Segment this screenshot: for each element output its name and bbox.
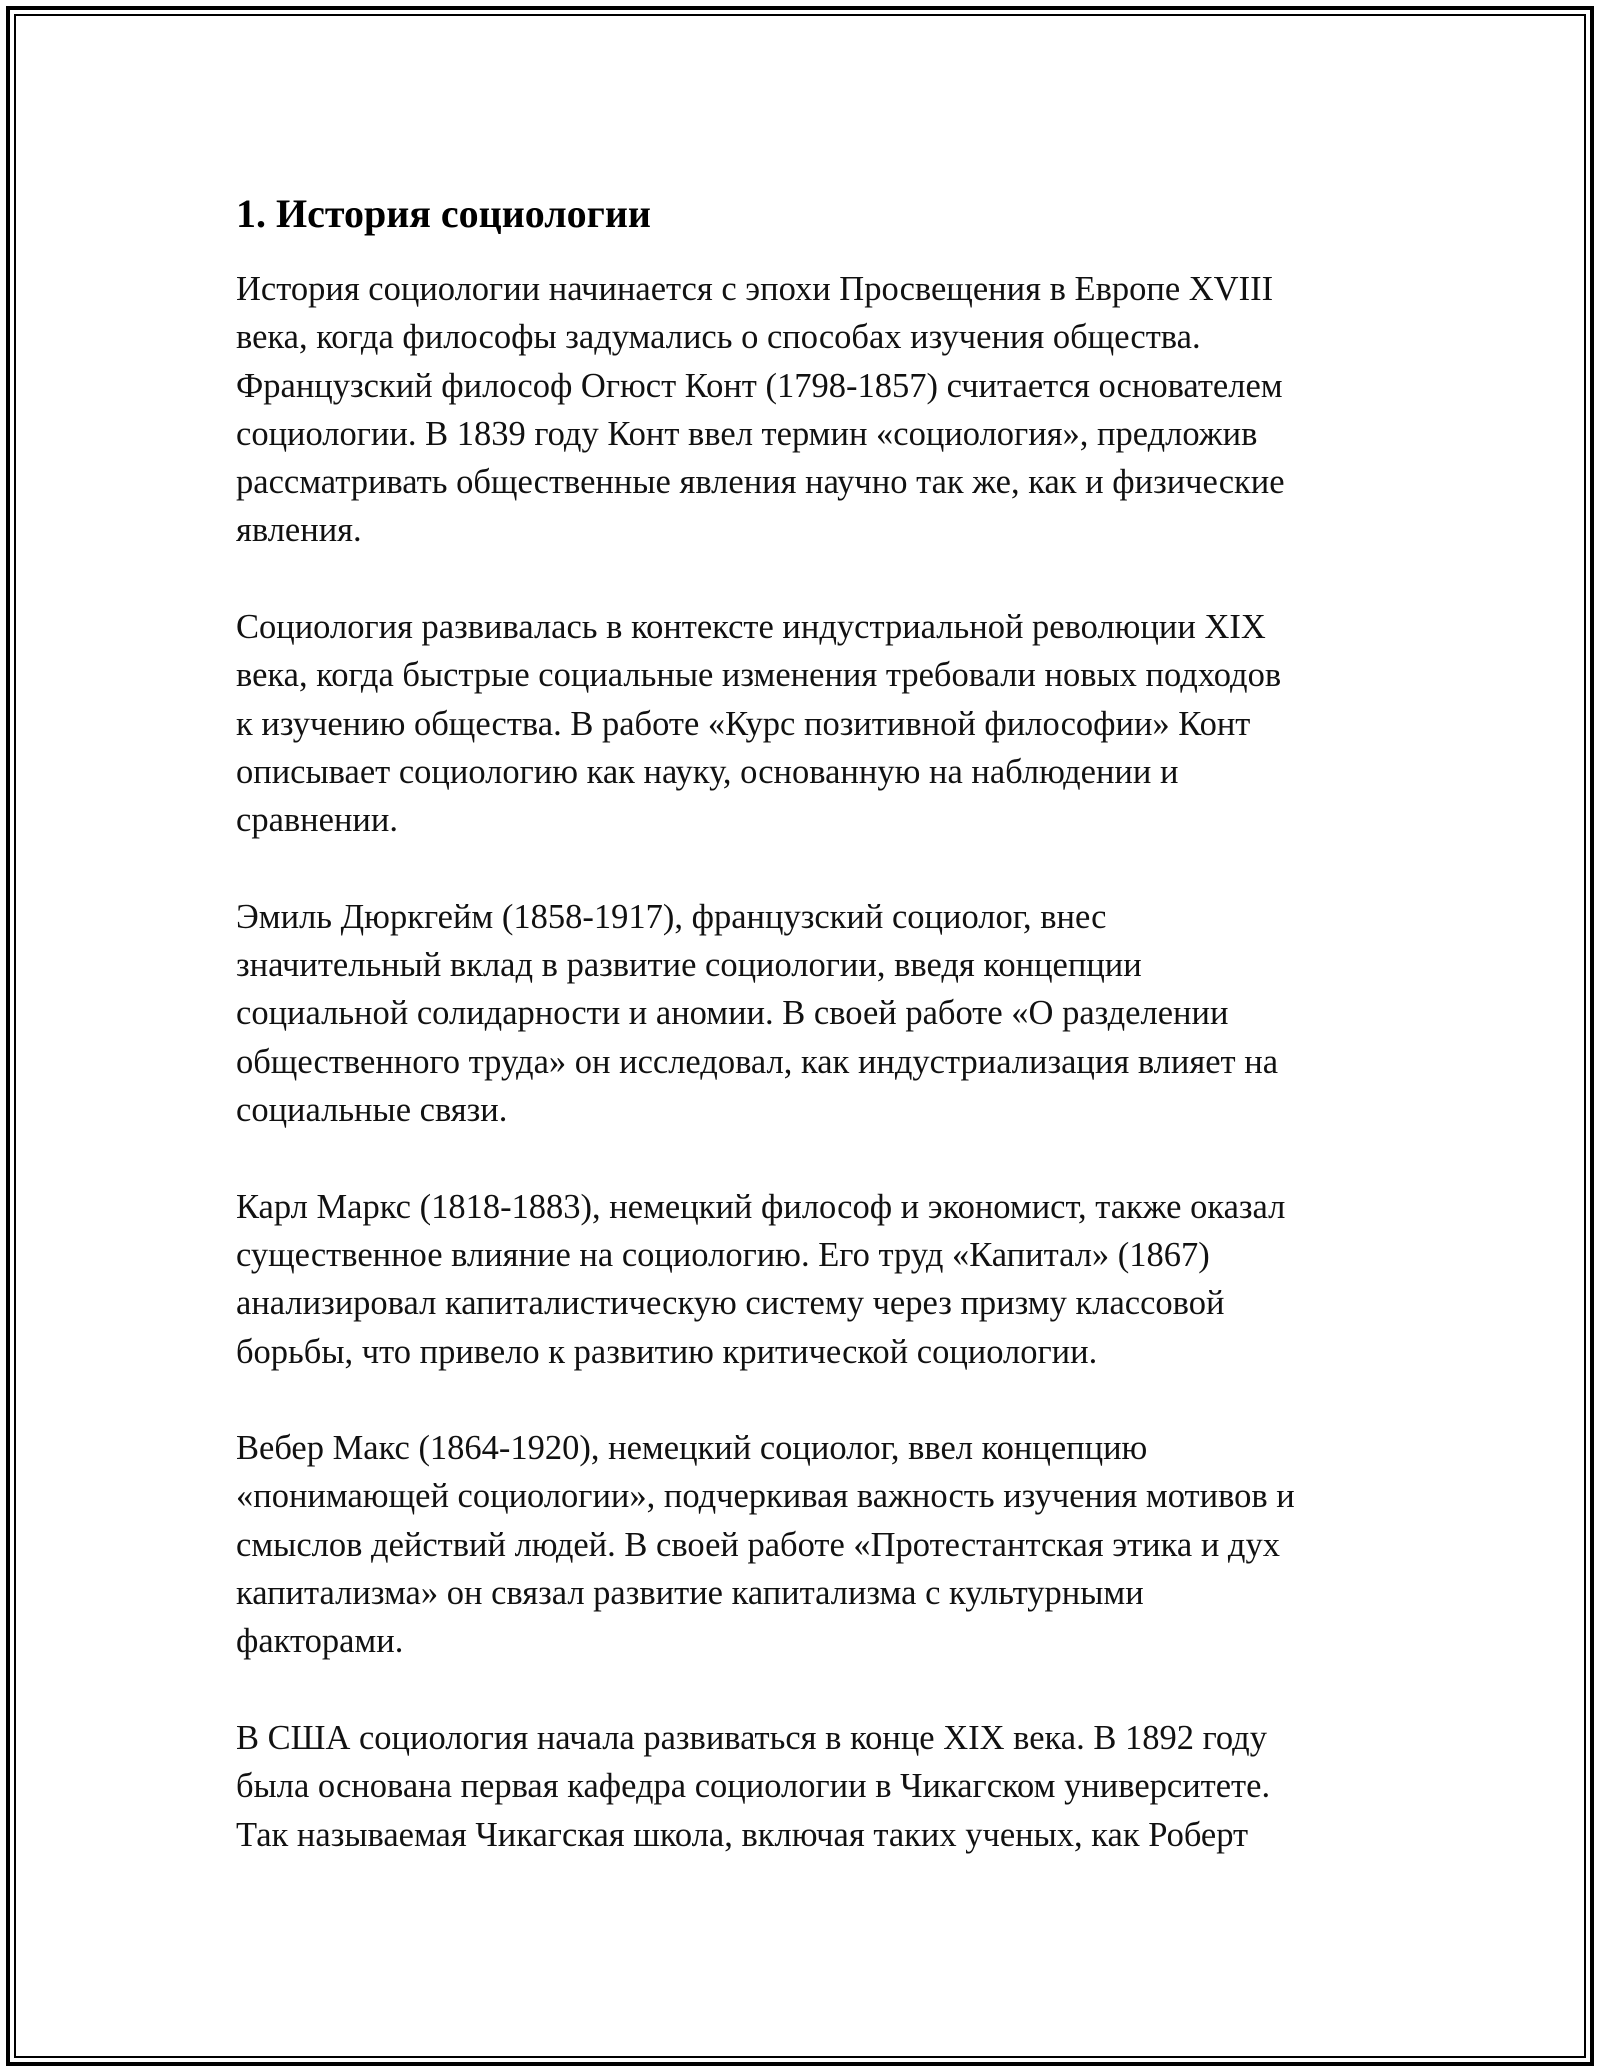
paragraph-industrial-revolution: Социология развивалась в контексте индустриальной революции XIX века, когда быстрые социальные изменения требовали новых подходов к изучению общества. В работе «Курс позитивной философии» Конт описывает социологию как науку, основанную на наблюдении и сравнении.	[236, 608, 1282, 840]
paragraph-marx: Карл Маркс (1818-1883), немецкий философ и экономист, также оказал существенное влияние на социологию. Его труд «Капитал» (1867) анализировал капиталистическую систему через призму классовой борьбы, что привело к развитию критической социологии.	[236, 1187, 1286, 1371]
paragraph-durkheim: Эмиль Дюркгейм (1858-1917), французский социолог, внес значительный вклад в развитие социологии, введя концепции социальной солидарности и аномии. В своей работе «О разделении общественного труда» он исследовал, как индустриализация влияет на социальные связи.	[236, 897, 1279, 1130]
paragraph-weber: Вебер Макс (1864-1920), немецкий социолог, ввел концепцию «понимающей социологии», подчеркивая важность изучения мотивов и смыслов действий людей. В своей работе «Протестантская этика и дух капитализма» он связал развитие капитализма с культурными факторами.	[236, 1429, 1295, 1661]
paragraph-usa-chicago-school: В США социология начала развиваться в конце XIX века. В 1892 году была основана первая кафедра социологии в Чикагском университете. Так называемая Чикагская школа, включая таких ученых, как Роберт	[236, 1718, 1271, 1854]
paragraph-enlightenment-comte: История социологии начинается с эпохи Просвещения в Европе XVIII века, когда философы задумались о способах изучения общества. Французский философ Огюст Конт (1798-1857) считается основателем социологии. В 1839 году Конт ввел термин «социология», предложив рассматривать общественные явления научно так же, как и физические явления.	[236, 270, 1285, 550]
page-title: 1. История социологии	[236, 191, 651, 236]
document-body	[236, 185, 1376, 1907]
